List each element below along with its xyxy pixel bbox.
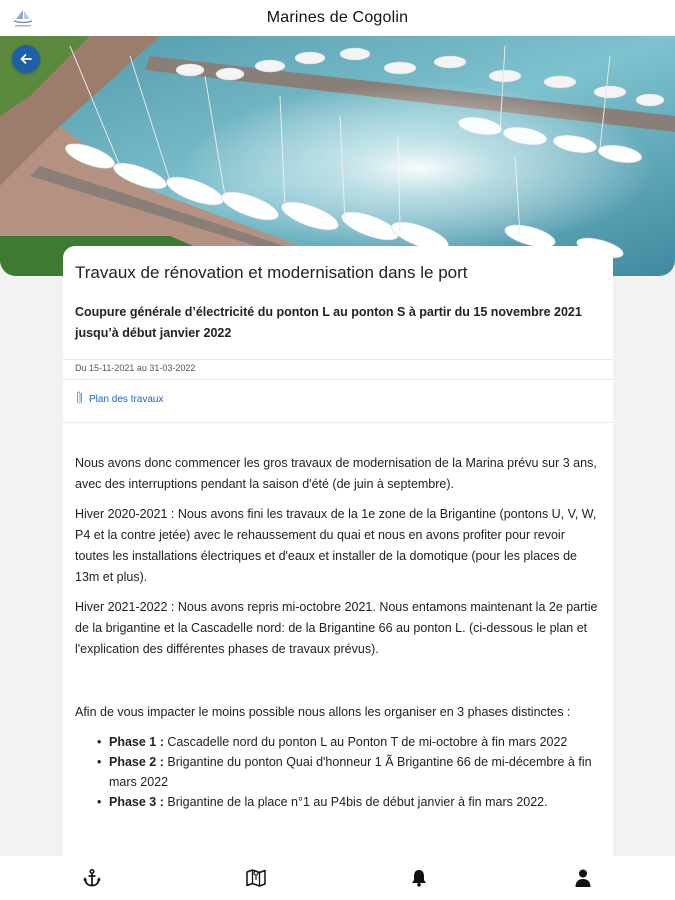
map-icon: [245, 867, 267, 889]
phase-label: Phase 3 :: [109, 795, 164, 809]
bottom-tab-bar: [0, 856, 675, 900]
bell-icon: [409, 868, 429, 888]
phase-text: Brigantine de la place n°1 au P4bis de début janvier à fin mars 2022.: [163, 795, 548, 809]
article-dates: Du 15-11-2021 au 31-03-2022: [75, 363, 196, 373]
article-card: [63, 246, 613, 856]
article-subtitle: Coupure générale d’électricité du ponton L au ponton S à partir du 15 novembre 2021 jusqu’à début janvier 2022: [75, 305, 582, 340]
article-title: Travaux de rénovation et modernisation dans le port: [75, 263, 468, 282]
article-header: [63, 246, 613, 344]
phase-label: Phase 1 :: [109, 735, 164, 749]
article-paragraph: Nous avons donc commencer les gros travaux de modernisation de la Marina prévu sur 3 ans, avec des interruptions pendant la saison d'été (de juin à septembre).: [75, 456, 597, 491]
attachment-label[interactable]: Plan des travaux: [89, 394, 164, 405]
article-body: [63, 423, 613, 812]
phase-list: [75, 732, 601, 812]
arrow-left-icon: [19, 52, 33, 66]
list-item: [97, 792, 601, 812]
phase-text: Cascadelle nord du ponton L au Ponton T de mi-octobre à fin mars 2022: [163, 735, 568, 749]
back-button[interactable]: [12, 45, 40, 73]
app-header: [0, 0, 675, 36]
user-icon: [574, 868, 592, 888]
tab-notifications[interactable]: [407, 866, 431, 890]
article-paragraph: Hiver 2021-2022 : Nous avons repris mi-octobre 2021. Nous entamons maintenant la 2e partie de la brigantine et la Cascadelle nord: de la Brigantine 66 au ponton L. (ci-dessous le plan et l'explication des différentes phases de travaux prévus).: [75, 600, 598, 656]
list-item: [97, 752, 601, 792]
marina-hero-image: [0, 36, 675, 276]
tab-map[interactable]: [244, 866, 268, 890]
marina-logo-icon: [10, 5, 36, 31]
article-paragraph: Afin de vous impacter le moins possible nous allons les organiser en 3 phases distinctes :: [75, 705, 571, 719]
article-paragraph: Hiver 2020-2021 : Nous avons fini les travaux de la 1e zone de la Brigantine (pontons U, V, W, P4 et la contre jetée) avec le rehaussement du quai et nous en avons profiter pour revoir toutes les installations électriques et d'eaux et installer de la domotique (pour les places de 13m et plus).: [75, 507, 597, 584]
phase-label: Phase 2 :: [109, 755, 164, 769]
attachment-link[interactable]: [63, 380, 613, 422]
tab-profile[interactable]: [571, 866, 595, 890]
app-title: Marines de Cogolin: [266, 9, 409, 26]
phase-text: Brigantine du ponton Quai d'honneur 1 Ã Brigantine 66 de mi-décembre à fin mars 2022: [109, 755, 592, 789]
paperclip-icon: [75, 390, 85, 406]
tab-port[interactable]: [80, 866, 104, 890]
list-item: [97, 732, 601, 752]
anchor-icon: [82, 868, 102, 888]
